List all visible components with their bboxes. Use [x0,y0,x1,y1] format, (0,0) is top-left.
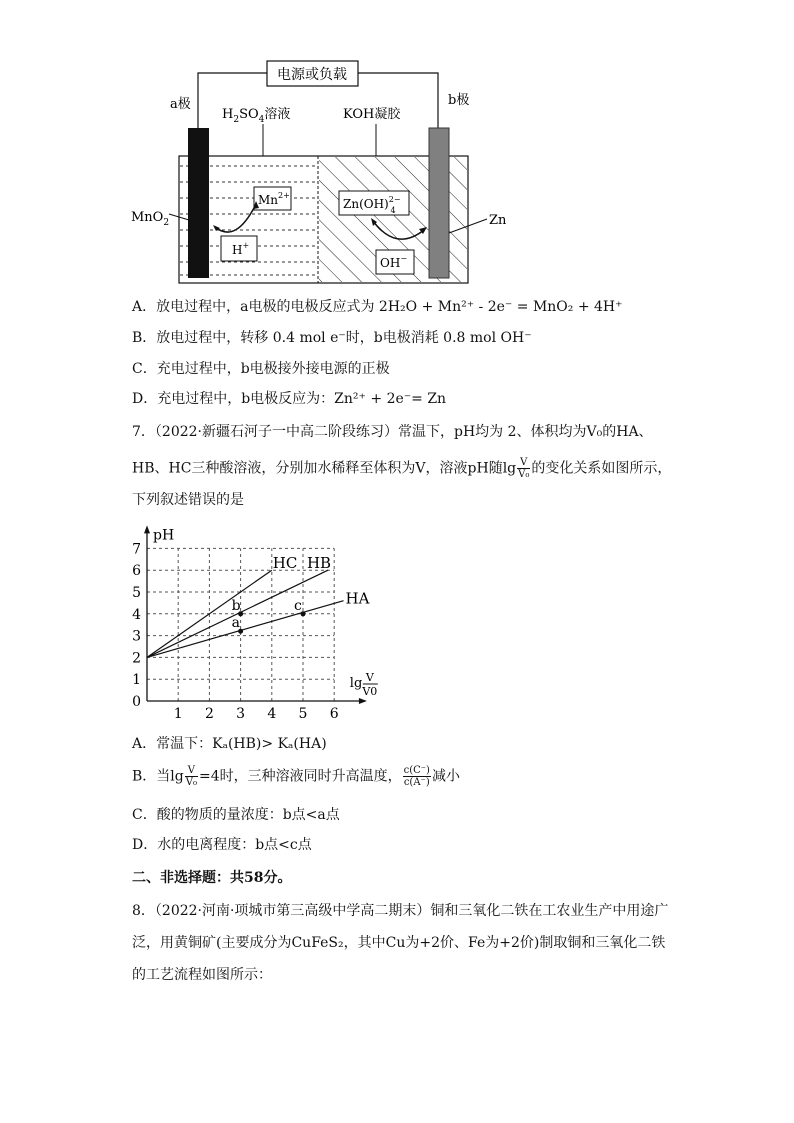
q7-stem-line1: 7．（2022·新疆石河子一中高二阶段练习）常温下，pH均为 2、体积均为V₀的HA、 [132,424,653,440]
data-point-label-a: a [231,615,240,632]
x-tick-label: 3 [236,706,246,722]
x-tick-label: 1 [173,706,183,722]
a-pole-label: a极 [170,97,191,112]
zn-label: Zn [489,213,507,228]
q7-option-a: A．常温下：Kₐ(HB)> Kₐ(HA) [132,736,327,752]
b-pole-label: b极 [448,93,470,108]
q6-option-d: D．充电过程中，b电极反应为：Zn²⁺ + 2e⁻= Zn [132,391,447,407]
q7-stem-line3: 下列叙述错误的是 [132,492,244,508]
y-tick-label: 5 [132,585,141,601]
b-electrode [429,128,449,278]
y-tick-label: 1 [132,672,141,689]
x-axis-label-numerator: V [365,671,374,684]
series-label-hc: HC [272,554,298,573]
data-point-label-c: c [294,597,302,614]
q7-option-d: D．水的电离程度：b点<c点 [132,837,312,853]
q6-option-b: B．放电过程中，转移 0.4 mol e⁻时，b电极消耗 0.8 mol OH⁻ [132,330,532,346]
koh-label: KOH凝胶 [343,107,401,122]
y-tick-label: 4 [132,606,141,623]
battery-diagram [128,55,528,290]
section-heading: 二、非选择题：共58分。 [132,870,292,886]
q6-option-c: C．充电过程中，b电极接外接电源的正极 [132,361,390,377]
x-tick-label: 2 [204,706,214,722]
y-tick-label: 3 [132,628,141,645]
h2so4-label: $H_2SO_4$溶液 [222,107,291,125]
q6-option-a: A．放电过程中，a电极的电极反应式为 2H₂O + Mn²⁺ - 2e⁻ = MnO₂ + 4H⁺ [132,299,623,315]
q7-option-c: C．酸的物质的量浓度：b点<a点 [132,807,340,823]
y-tick-label: 6 [132,563,141,580]
q7-option-b: B．当lg $\frac{V}{\text{V₀}}$ =4时，三种溶液同时升高温度， $\frac{c(C^-)}{c(A^-)}$ 减小 [132,765,460,788]
x-axis-arrow [359,698,367,704]
q7-stem-line2: HB、HC三种酸溶液，分别加水稀释至体积为V，溶液pH随lg $\frac{V}{\text{V₀}}$ 的变化关系如图所示， [132,457,672,480]
mn-ion: $Mn^{2+}$ [258,191,290,207]
y-tick-label: 2 [132,650,141,667]
series-line-ha [147,601,344,658]
ph-dilution-chart [120,515,400,725]
zn-complex-ion: Zn(OH)$^{2-}$ 4 [343,195,401,215]
h-ion: H+ [232,241,250,257]
source-label: 电源或负载 [277,67,347,83]
y-axis-arrow [144,525,150,533]
lg-fraction: $\frac{V}{\text{V₀}}$ [518,457,530,480]
mno2-label: MnO$_2$ [131,210,170,228]
x-axis-label-denominator: V0 [362,685,378,698]
x-tick-label: 6 [329,706,339,722]
y-tick-label: 0 [132,694,141,710]
x-axis-label: lg [349,676,363,691]
q8-line1: 8．（2022·河南·项城市第三高级中学高二期末）铜和三氧化二铁在工农业生产中用途广 [132,903,669,919]
a-electrode [188,128,209,278]
series-label-ha: HA [345,589,370,608]
data-point-label-b: b [231,597,241,614]
oh-ion: OH− [380,254,408,270]
x-tick-label: 4 [267,706,277,722]
q8-line2: 泛，用黄铜矿(主要成分为CuFeS₂，其中Cu为+2价、Fe为+2价)制取铜和三氧化二铁 [132,935,666,951]
x-tick-label: 5 [298,706,308,722]
y-axis-label: pH [153,527,175,544]
series-label-hb: HB [306,554,332,573]
q8-line3: 的工艺流程如图所示： [132,967,272,983]
y-tick-label: 7 [132,541,141,558]
c-ratio-fraction: $\frac{c(C^-)}{c(A^-)}$ [403,765,430,788]
